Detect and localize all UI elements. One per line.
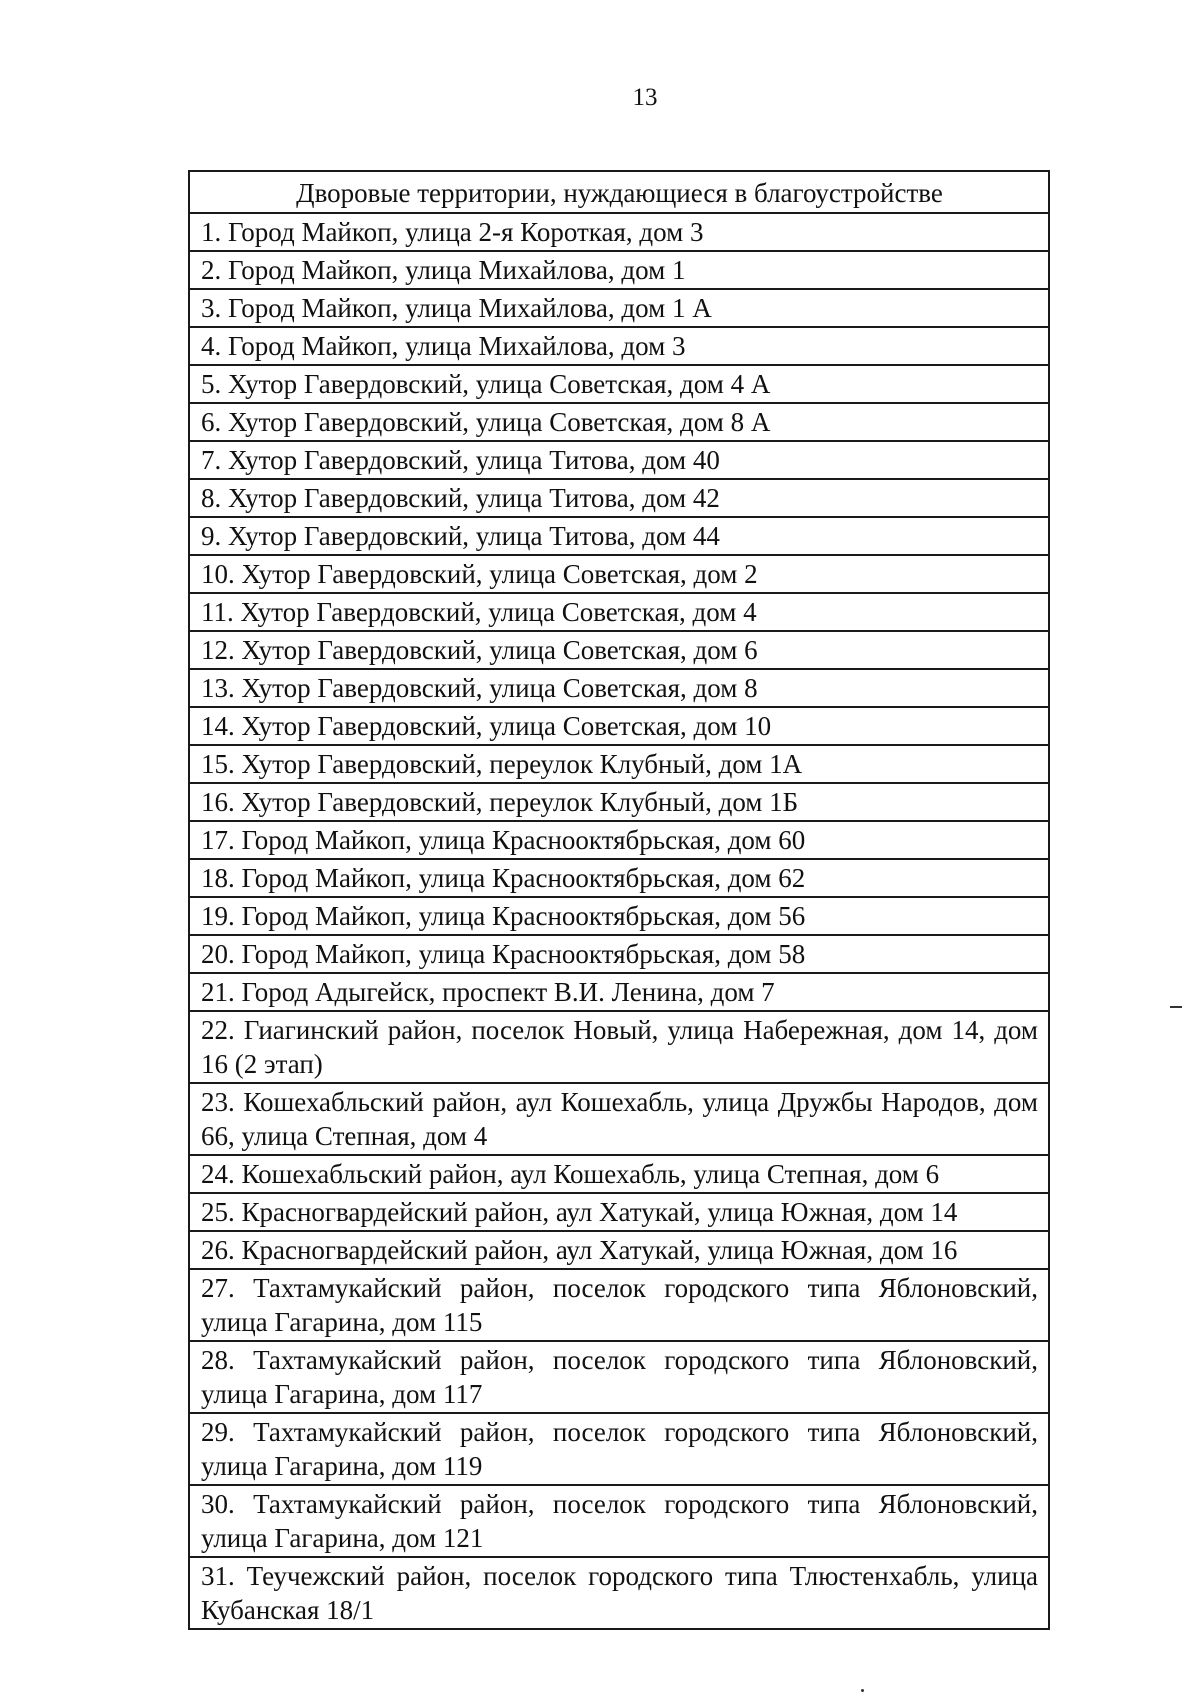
table-cell: 8. Хутор Гавердовский, улица Титова, дом 42 — [189, 479, 1049, 517]
table-row — [189, 289, 1049, 327]
table-row — [189, 973, 1049, 1011]
table-cell: 19. Город Майкоп, улица Краснооктябрьская, дом 56 — [189, 897, 1049, 935]
table-cell: 28. Тахтамукайский район, поселок городского типа Яблоновский, улица Гагарина, дом 117 — [189, 1341, 1049, 1413]
table-row — [189, 707, 1049, 745]
table-row — [189, 1413, 1049, 1485]
table-row — [189, 859, 1049, 897]
scan-artifact-dot — [861, 1689, 864, 1692]
table-cell: 31. Теучежский район, поселок городского типа Тлюстенхабль, улица Кубанская 18/1 — [189, 1557, 1049, 1629]
table-cell: 22. Гиагинский район, поселок Новый, улица Набережная, дом 14, дом 16 (2 этап) — [189, 1011, 1049, 1083]
table-cell: 1. Город Майкоп, улица 2-я Короткая, дом 3 — [189, 213, 1049, 251]
table-row — [189, 1341, 1049, 1413]
table-row — [189, 479, 1049, 517]
table-cell: 17. Город Майкоп, улица Краснооктябрьская, дом 60 — [189, 821, 1049, 859]
table-row — [189, 1231, 1049, 1269]
table-row — [189, 1193, 1049, 1231]
table-cell: 4. Город Майкоп, улица Михайлова, дом 3 — [189, 327, 1049, 365]
table-row — [189, 745, 1049, 783]
table-row — [189, 821, 1049, 859]
table-cell: 2. Город Майкоп, улица Михайлова, дом 1 — [189, 251, 1049, 289]
table-row — [189, 213, 1049, 251]
table-cell: 16. Хутор Гавердовский, переулок Клубный, дом 1Б — [189, 783, 1049, 821]
table-cell: 21. Город Адыгейск, проспект В.И. Ленина, дом 7 — [189, 973, 1049, 1011]
table-cell: 5. Хутор Гавердовский, улица Советская, дом 4 А — [189, 365, 1049, 403]
table-cell: 25. Красногвардейский район, аул Хатукай, улица Южная, дом 14 — [189, 1193, 1049, 1231]
table-cell: 9. Хутор Гавердовский, улица Титова, дом 44 — [189, 517, 1049, 555]
table-row — [189, 631, 1049, 669]
table-header-row — [189, 171, 1049, 213]
table-row — [189, 593, 1049, 631]
table-row — [189, 555, 1049, 593]
table-cell: 24. Кошехабльский район, аул Кошехабль, улица Степная, дом 6 — [189, 1155, 1049, 1193]
table-row — [189, 1155, 1049, 1193]
table-cell: 29. Тахтамукайский район, поселок городского типа Яблоновский, улица Гагарина, дом 119 — [189, 1413, 1049, 1485]
table-cell: 10. Хутор Гавердовский, улица Советская, дом 2 — [189, 555, 1049, 593]
table-header: Дворовые территории, нуждающиеся в благоустройстве — [189, 171, 1049, 213]
scan-artifact-dash — [1170, 1006, 1182, 1008]
table-row — [189, 783, 1049, 821]
table-row — [189, 327, 1049, 365]
table-row — [189, 897, 1049, 935]
table-row — [189, 251, 1049, 289]
table-cell: 27. Тахтамукайский район, поселок городского типа Яблоновский, улица Гагарина, дом 115 — [189, 1269, 1049, 1341]
table-row — [189, 669, 1049, 707]
table-cell: 7. Хутор Гавердовский, улица Титова, дом 40 — [189, 441, 1049, 479]
table-cell: 30. Тахтамукайский район, поселок городского типа Яблоновский, улица Гагарина, дом 121 — [189, 1485, 1049, 1557]
courtyard-territories-table — [188, 170, 1050, 1630]
table-row — [189, 1011, 1049, 1083]
table-row — [189, 517, 1049, 555]
table-cell: 18. Город Майкоп, улица Краснооктябрьская, дом 62 — [189, 859, 1049, 897]
table-row — [189, 1485, 1049, 1557]
table-row — [189, 1269, 1049, 1341]
table-row — [189, 403, 1049, 441]
table-cell: 26. Красногвардейский район, аул Хатукай, улица Южная, дом 16 — [189, 1231, 1049, 1269]
table-cell: 20. Город Майкоп, улица Краснооктябрьская, дом 58 — [189, 935, 1049, 973]
table-cell: 6. Хутор Гавердовский, улица Советская, дом 8 А — [189, 403, 1049, 441]
table-cell: 23. Кошехабльский район, аул Кошехабль, улица Дружбы Народов, дом 66, улица Степная, дом 4 — [189, 1083, 1049, 1155]
table-row — [189, 441, 1049, 479]
table-row — [189, 935, 1049, 973]
table-cell: 11. Хутор Гавердовский, улица Советская, дом 4 — [189, 593, 1049, 631]
table-cell: 14. Хутор Гавердовский, улица Советская, дом 10 — [189, 707, 1049, 745]
table-cell: 15. Хутор Гавердовский, переулок Клубный, дом 1А — [189, 745, 1049, 783]
table-cell: 3. Город Майкоп, улица Михайлова, дом 1 А — [189, 289, 1049, 327]
page-number: 13 — [632, 84, 658, 111]
table-row — [189, 1083, 1049, 1155]
table-row — [189, 365, 1049, 403]
table-cell: 13. Хутор Гавердовский, улица Советская, дом 8 — [189, 669, 1049, 707]
table-cell: 12. Хутор Гавердовский, улица Советская, дом 6 — [189, 631, 1049, 669]
table-row — [189, 1557, 1049, 1629]
